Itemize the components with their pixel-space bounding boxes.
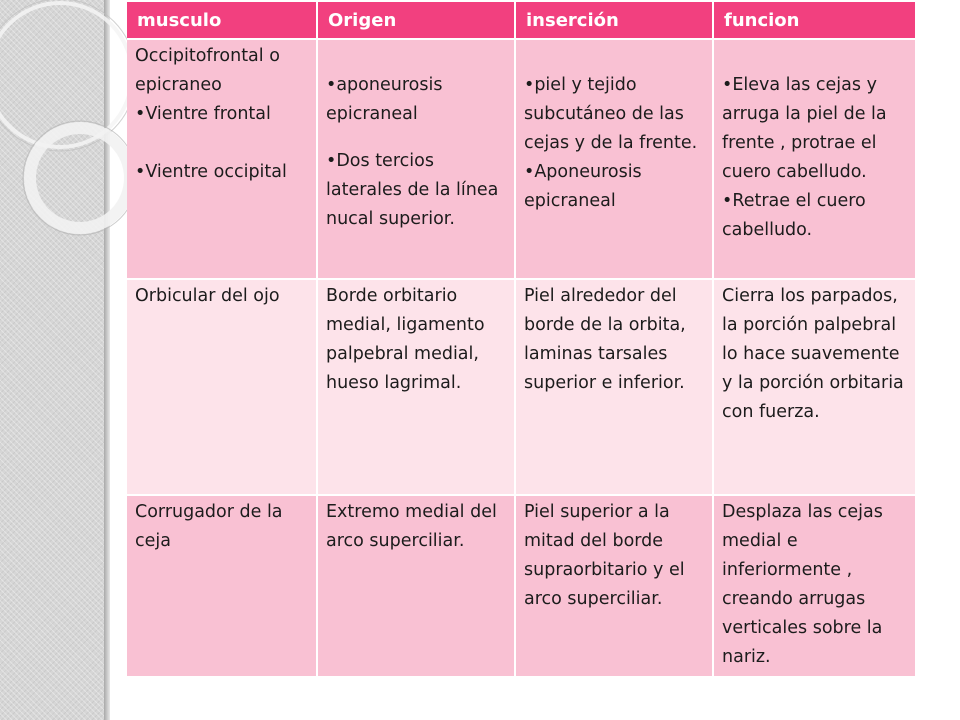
cell-insercion xyxy=(515,39,713,279)
decorative-rings xyxy=(0,0,130,260)
bullet-item: • piel y tejido subcutáneo de las cejas y de la frente. xyxy=(524,71,704,158)
header-origen: Origen xyxy=(317,2,515,39)
header-insercion: inserción xyxy=(515,2,713,39)
table-row xyxy=(127,495,915,677)
cell-musculo: Orbicular del ojo xyxy=(127,279,317,495)
cell-musculo: Corrugador de la ceja xyxy=(127,495,317,677)
header-funcion: funcion xyxy=(713,2,915,39)
bullet-item: • Dos tercios laterales de la línea nucal superior. xyxy=(326,147,506,234)
bullet-item: • Vientre frontal xyxy=(135,100,308,129)
header-musculo: musculo xyxy=(127,2,317,39)
cell-insercion: Piel superior a la mitad del borde supraorbitario y el arco superciliar. xyxy=(515,495,713,677)
bullet-item: • Eleva las cejas y arruga la piel de la frente , protrae el cuero cabelludo. xyxy=(722,71,907,187)
bullet-item: • Vientre occipital xyxy=(135,158,308,187)
table-header-row xyxy=(127,2,915,39)
cell-origen: Borde orbitario medial, ligamento palpebral medial, hueso lagrimal. xyxy=(317,279,515,495)
bullet-item: • Retrae el cuero cabelludo. xyxy=(722,187,907,245)
cell-musculo xyxy=(127,39,317,279)
muscle-name: Occipitofrontal o epicraneo xyxy=(135,46,280,95)
cell-origen: Extremo medial del arco superciliar. xyxy=(317,495,515,677)
bullet-item: • Aponeurosis epicraneal xyxy=(524,158,704,216)
muscle-table xyxy=(127,2,915,678)
table-row xyxy=(127,39,915,279)
cell-funcion: Desplaza las cejas medial e inferiormente , creando arrugas verticales sobre la nariz. xyxy=(713,495,915,677)
muscle-table-container xyxy=(127,2,915,678)
bullet-item: • aponeurosis epicraneal xyxy=(326,71,506,129)
cell-origen xyxy=(317,39,515,279)
table-row xyxy=(127,279,915,495)
cell-funcion xyxy=(713,39,915,279)
cell-insercion: Piel alrededor del borde de la orbita, laminas tarsales superior e inferior. xyxy=(515,279,713,495)
cell-funcion: Cierra los parpados, la porción palpebral lo hace suavemente y la porción orbitaria con fuerza. xyxy=(713,279,915,495)
